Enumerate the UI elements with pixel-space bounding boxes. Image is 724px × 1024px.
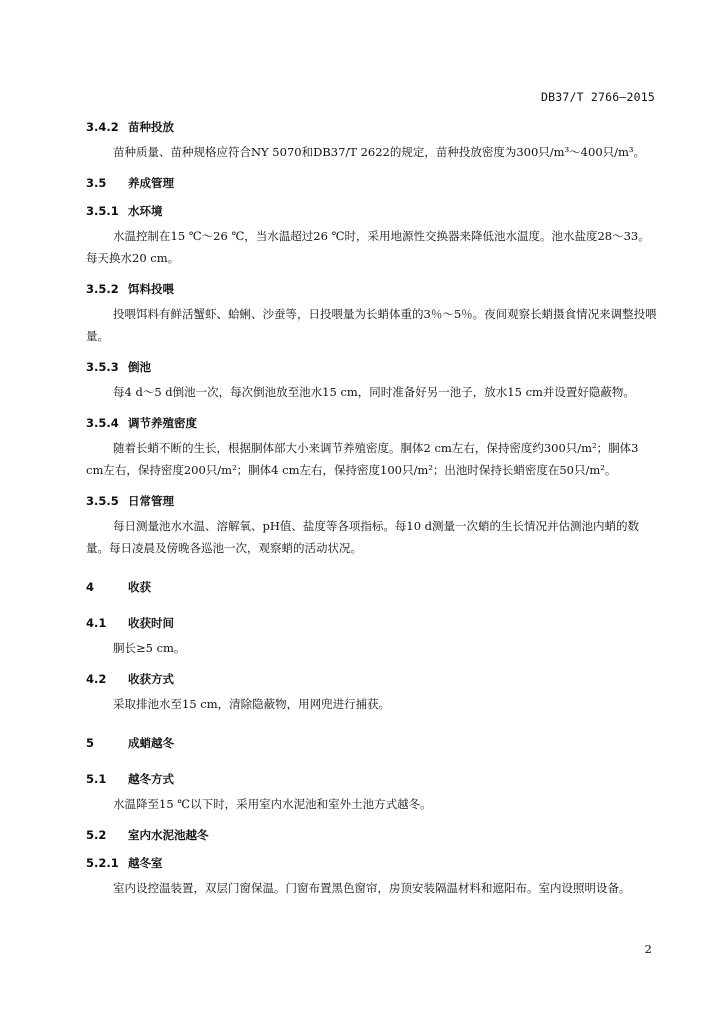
heading-number: 3.5.3: [86, 360, 119, 374]
heading-5: [86, 729, 658, 757]
heading-number: 3.5.4: [86, 416, 119, 430]
heading-number: 5.2: [86, 828, 107, 842]
heading-number: 5.2.1: [86, 856, 119, 870]
heading-number: 3.5.2: [86, 282, 119, 296]
heading-3-5-3: [86, 353, 658, 381]
heading-title: 越冬方式: [128, 772, 174, 786]
heading-3-5-4: [86, 409, 658, 437]
heading-title: 调节养殖密度: [128, 416, 197, 430]
heading-number: 3.5.5: [86, 494, 119, 508]
heading-3-5-2: [86, 275, 658, 303]
document-body: [86, 113, 658, 905]
heading-title: 苗种投放: [128, 120, 174, 134]
standard-code: DB37/T 2766—2015: [541, 90, 655, 104]
heading-number: 5.1: [86, 772, 107, 786]
heading-title: 倒池: [128, 360, 151, 374]
heading-title: 越冬室: [128, 856, 163, 870]
heading-number: 4.1: [86, 616, 107, 630]
heading-3-5-1: [86, 197, 658, 225]
heading-4-1: [86, 609, 658, 637]
heading-title: 成蛸越冬: [128, 736, 174, 750]
heading-5-1: [86, 765, 658, 793]
heading-title: 收获: [128, 580, 151, 594]
heading-number: 5: [86, 736, 95, 750]
heading-4: [86, 573, 658, 601]
heading-4-2: [86, 665, 658, 693]
paragraph-5-2-1: 室内设控温装置，双层门窗保温。门窗布置黑色窗帘，房顶安装隔温材料和遮阳布。室内设照明设备。: [113, 881, 631, 895]
paragraph-3-5-1: 水温控制在15 ℃～26 ℃，当水温超过26 ℃时，采用地源性交换器来降低池水温度。池水盐度28～33。每天换水20 cm。: [86, 229, 650, 265]
paragraph-3-5-3: 每4 d～5 d倒池一次，每次倒池放至池水15 cm，同时准备好另一池子，放水15 cm并设置好隐蔽物。: [113, 385, 635, 399]
paragraph-3-4-2: 苗种质量、苗种规格应符合NY 5070和DB37/T 2622的规定，苗种投放密度为300只/m³～400只/m³。: [113, 145, 646, 159]
paragraph-4-1: 胴长≥5 cm。: [113, 641, 186, 655]
heading-title: 水环境: [128, 204, 163, 218]
page-number: 2: [644, 942, 652, 956]
paragraph-4-2: 采取排池水至15 cm，清除隐蔽物，用网兜进行捕获。: [113, 697, 391, 711]
heading-3-5: [86, 169, 658, 197]
heading-5-2-1: [86, 849, 658, 877]
paragraph-5-1: 水温降至15 ℃以下时，采用室内水泥池和室外土池方式越冬。: [113, 797, 432, 811]
paragraph-3-5-4: 随着长蛸不断的生长，根据胴体部大小来调节养殖密度。胴体2 cm左右，保持密度约300只/m²；胴体3 cm左右，保持密度200只/m²；胴体4 cm左右，保持密度100只/m²；出池时保持长蛸密度在50只/m²。: [86, 441, 639, 477]
heading-title: 室内水泥池越冬: [128, 828, 209, 842]
heading-3-4-2: [86, 113, 658, 141]
paragraph-3-5-2: 投喂饵料有鲜活蟹虾、蛤蜊、沙蚕等，日投喂量为长蛸体重的3％～5％。夜间观察长蛸摄食情况来调整投喂量。: [86, 307, 657, 343]
heading-title: 收获方式: [128, 672, 174, 686]
heading-number: 4: [86, 580, 95, 594]
heading-number: 4.2: [86, 672, 107, 686]
heading-number: 3.5.1: [86, 204, 119, 218]
heading-title: 饵料投喂: [128, 282, 174, 296]
heading-title: 养成管理: [128, 176, 174, 190]
heading-title: 日常管理: [128, 494, 174, 508]
heading-5-2: [86, 821, 658, 849]
heading-title: 收获时间: [128, 616, 174, 630]
heading-number: 3.5: [86, 176, 107, 190]
heading-number: 3.4.2: [86, 120, 119, 134]
heading-3-5-5: [86, 487, 658, 515]
paragraph-3-5-5: 每日测量池水水温、溶解氧、pH值、盐度等各项指标。每10 d测量一次蛸的生长情况并估测池内蛸的数量。每日凌晨及傍晚各巡池一次，观察蛸的活动状况。: [86, 519, 640, 555]
